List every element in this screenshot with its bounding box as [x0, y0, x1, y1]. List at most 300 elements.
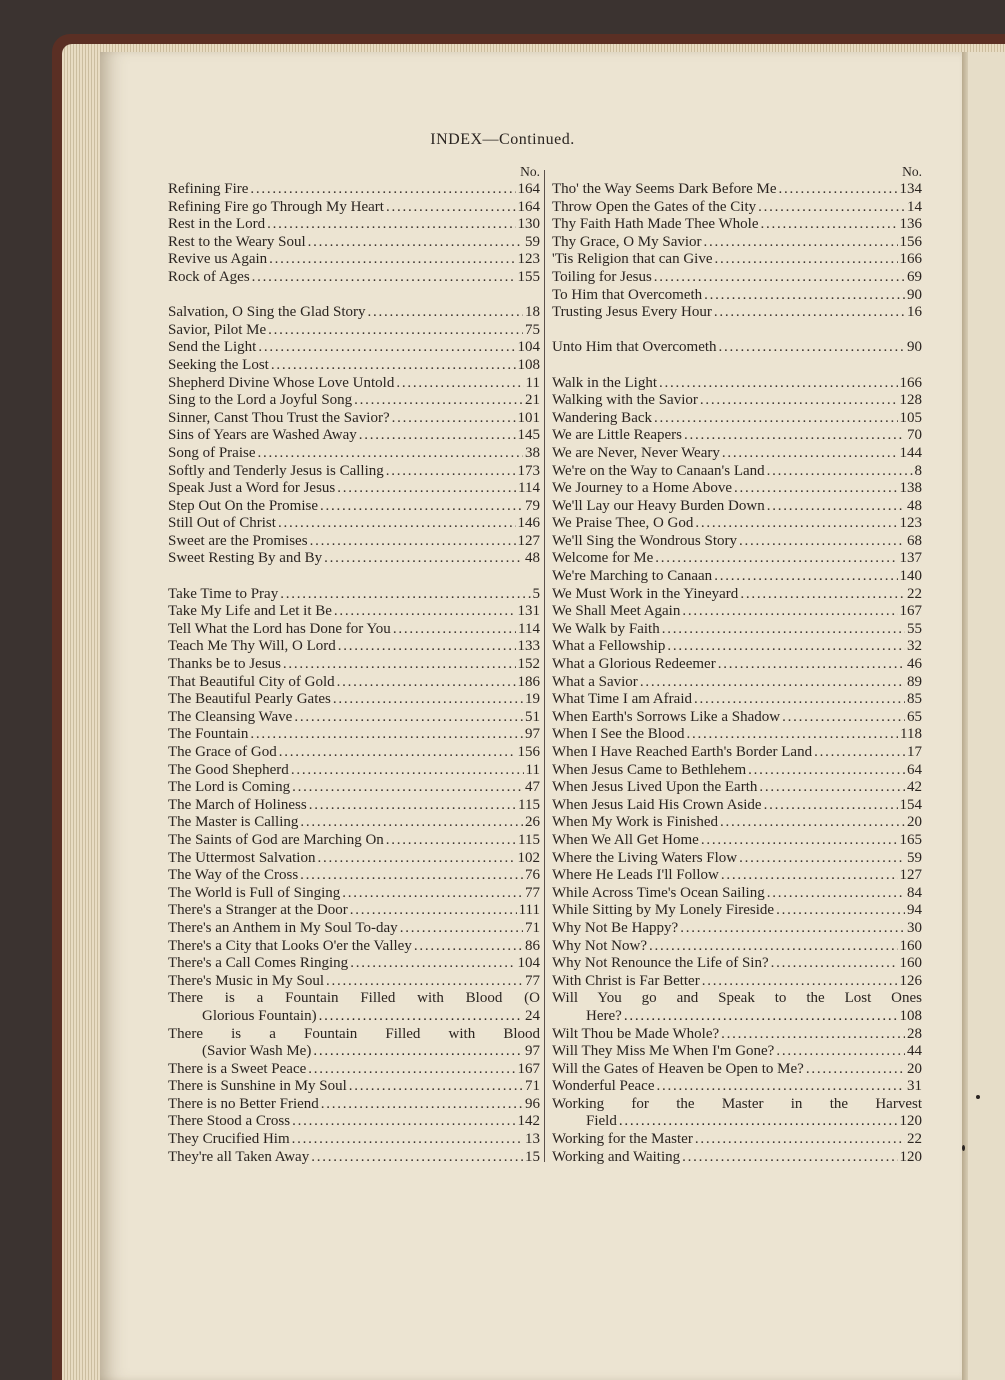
- entry-number: 138: [899, 480, 922, 497]
- index-entry: [168, 955, 540, 973]
- entry-title: The Grace of God: [168, 744, 277, 760]
- entry-number: 38: [525, 444, 540, 461]
- entry-title: Thy Grace, O My Savior: [552, 233, 702, 250]
- index-entry: [552, 621, 922, 639]
- entry-title: Still Out of Christ: [168, 515, 276, 532]
- entry-number: 137: [899, 550, 922, 567]
- dot-leader: [310, 533, 516, 551]
- dot-leader: [654, 269, 905, 287]
- entry-number: 19: [525, 691, 540, 708]
- index-entry: [168, 867, 540, 885]
- entry-number: 76: [525, 867, 540, 884]
- entry-number: 75: [525, 321, 540, 338]
- entry-number: 111: [518, 902, 540, 919]
- entry-number: 152: [517, 656, 540, 673]
- entry-number: 140: [899, 568, 922, 585]
- index-entry: [552, 744, 922, 762]
- entry-title: Thy Faith Hath Made Thee Whole: [552, 216, 759, 233]
- index-entry: [552, 779, 922, 797]
- entry-title: To Him that Overcometh: [552, 286, 703, 303]
- index-entry: [552, 726, 922, 744]
- dot-leader: [759, 779, 905, 797]
- index-entry: [168, 797, 540, 815]
- dot-leader: [719, 339, 905, 357]
- index-entry: [168, 603, 540, 621]
- dot-leader: [748, 762, 905, 780]
- entry-title: The Master is Calling: [168, 814, 299, 831]
- entry-title: We're Marching to Canaan: [552, 568, 713, 585]
- entry-number: 186: [517, 673, 540, 690]
- dot-leader: [337, 674, 516, 692]
- entry-number: 90: [907, 286, 922, 303]
- index-entry: [168, 339, 540, 357]
- entry-title-line1: Working for the Master in the Harvest: [552, 1095, 922, 1112]
- dot-leader: [767, 498, 905, 516]
- dot-leader: [294, 709, 523, 727]
- dot-leader: [349, 1078, 523, 1096]
- dot-leader: [662, 621, 905, 639]
- index-entry: [552, 1061, 922, 1079]
- dot-leader: [695, 1131, 905, 1149]
- dot-leader: [300, 867, 523, 885]
- entry-title: Wandering Back: [552, 409, 653, 426]
- entry-group: [552, 1026, 922, 1096]
- entry-title: What a Glorious Redeemer: [552, 656, 716, 673]
- entry-number: 108: [899, 1007, 922, 1024]
- dot-leader: [680, 920, 905, 938]
- entry-number: 31: [907, 1078, 922, 1095]
- entry-number: 26: [525, 814, 540, 831]
- dot-leader: [718, 656, 905, 674]
- entry-number: 167: [517, 1060, 540, 1077]
- index-entry: [168, 181, 540, 199]
- entry-number: 127: [899, 867, 922, 884]
- index-entry: [168, 463, 540, 481]
- dot-leader: [767, 885, 905, 903]
- entry-title: When Jesus Lived Upon the Earth: [552, 779, 758, 796]
- dot-leader: [714, 304, 905, 322]
- dot-leader: [782, 709, 905, 727]
- entry-title: Rock of Ages: [168, 268, 250, 285]
- entry-number: 22: [907, 585, 922, 602]
- index-entry: [552, 498, 922, 516]
- entry-number: 146: [517, 515, 540, 532]
- index-entry: [552, 375, 922, 393]
- dot-leader: [667, 638, 905, 656]
- entry-number: 102: [517, 849, 540, 866]
- entry-number: 127: [517, 532, 540, 549]
- entry-title: Where the Living Waters Flow: [552, 849, 738, 866]
- entry-number: 86: [525, 937, 540, 954]
- index-entry: [168, 938, 540, 956]
- dot-leader: [657, 1078, 906, 1096]
- index-entry: [168, 234, 540, 252]
- entry-title: There Stood a Cross: [168, 1113, 291, 1130]
- entry-title-line2: Here?: [586, 1007, 622, 1024]
- entry-title: We Shall Meet Again: [552, 603, 681, 620]
- entry-number: 164: [517, 198, 540, 215]
- dot-leader: [333, 691, 523, 709]
- entry-number: 59: [907, 849, 922, 866]
- entry-title: The Fountain: [168, 726, 249, 743]
- entry-number: 90: [907, 339, 922, 356]
- entry-number: 18: [525, 304, 540, 321]
- entry-number: 22: [907, 1131, 922, 1148]
- entry-number: 164: [517, 181, 540, 197]
- entry-title-line1: There is a Fountain Filled with Blood: [168, 1025, 540, 1042]
- entry-number: 114: [518, 620, 540, 637]
- entry-title: Walking with the Savior: [552, 392, 698, 409]
- index-entry: [552, 251, 922, 269]
- entry-group: [552, 339, 922, 357]
- entry-title: The World is Full of Singing: [168, 884, 341, 901]
- entry-number: 156: [517, 744, 540, 760]
- dot-leader: [291, 762, 524, 780]
- entry-title: Why Not Renounce the Life of Sin?: [552, 955, 769, 972]
- entry-title: Will the Gates of Heaven be Open to Me?: [552, 1060, 804, 1077]
- index-entry: [552, 339, 922, 357]
- entry-title: Trusting Jesus Every Hour: [552, 304, 712, 321]
- entry-title: Tho' the Way Seems Dark Before Me: [552, 181, 777, 197]
- index-entry: [168, 1131, 540, 1149]
- entry-title: There is no Better Friend: [168, 1095, 319, 1112]
- dot-leader: [393, 621, 516, 639]
- entry-title: Rest in the Lord: [168, 216, 266, 233]
- entry-title: Sinner, Canst Thou Trust the Savior?: [168, 409, 390, 426]
- entry-number: 166: [899, 251, 922, 268]
- entry-title-line1: Will You go and Speak to the Lost Ones: [552, 990, 922, 1007]
- entry-title: Throw Open the Gates of the City: [552, 198, 757, 215]
- dot-leader: [350, 902, 517, 920]
- entry-title-line2: Field: [586, 1113, 617, 1130]
- index-column-left: [168, 162, 540, 1166]
- entry-title: When My Work is Finished: [552, 814, 719, 831]
- entry-title: Sweet are the Promises: [168, 532, 308, 549]
- entry-number: 166: [899, 374, 922, 391]
- dot-leader: [300, 814, 523, 832]
- entry-number: 84: [907, 884, 922, 901]
- entry-title: We Walk by Faith: [552, 620, 660, 637]
- index-entry: [552, 586, 922, 604]
- entry-number: 71: [525, 1078, 540, 1095]
- entry-title: Song of Praise: [168, 444, 256, 461]
- dot-leader: [268, 322, 523, 340]
- entry-number: 16: [907, 304, 922, 321]
- dot-leader: [764, 797, 898, 815]
- index-entry: [552, 568, 922, 586]
- entry-title: The Uttermost Salvation: [168, 849, 316, 866]
- index-entry: [168, 322, 540, 340]
- index-entry: [552, 885, 922, 903]
- entry-number: 15: [525, 1148, 540, 1165]
- entry-title: Shepherd Divine Whose Love Untold: [168, 374, 395, 391]
- entry-title: There's a City that Looks O'er the Valley: [168, 937, 412, 954]
- index-entry: [168, 1078, 540, 1096]
- index-column-right: [552, 162, 922, 1166]
- index-entry: [552, 480, 922, 498]
- entry-title: Unto Him that Overcometh: [552, 339, 717, 356]
- entry-number: 17: [907, 744, 922, 760]
- entry-number: 70: [907, 427, 922, 444]
- entry-number: 48: [525, 550, 540, 567]
- entry-number: 156: [899, 233, 922, 250]
- dot-leader: [704, 234, 898, 252]
- entry-number: 115: [518, 796, 540, 813]
- dot-leader: [734, 480, 898, 498]
- dot-leader: [721, 1026, 905, 1044]
- dot-leader: [324, 550, 523, 568]
- entry-number: 123: [899, 515, 922, 532]
- entry-title: Will They Miss Me When I'm Gone?: [552, 1043, 775, 1060]
- entry-title: Wonderful Peace: [552, 1078, 655, 1095]
- entry-number: 97: [525, 1043, 540, 1060]
- entry-title: We Journey to a Home Above: [552, 480, 732, 497]
- index-entry: [552, 920, 922, 938]
- dot-leader: [758, 199, 905, 217]
- dot-leader: [776, 1043, 905, 1061]
- entry-title: There is a Sweet Peace: [168, 1060, 307, 1077]
- index-entry: [168, 779, 540, 797]
- dot-leader: [779, 181, 898, 199]
- index-entry: [168, 216, 540, 234]
- index-entry: [552, 181, 922, 199]
- dot-leader: [258, 339, 515, 357]
- dot-leader: [659, 375, 897, 393]
- entry-title: Revive us Again: [168, 251, 268, 268]
- entry-title: The Way of the Cross: [168, 867, 299, 884]
- index-entry: [552, 410, 922, 428]
- entry-title: Refining Fire go Through My Heart: [168, 198, 384, 215]
- dot-leader: [767, 463, 913, 481]
- index-entry: [168, 744, 540, 762]
- dot-leader: [776, 902, 905, 920]
- entry-number: 133: [517, 638, 540, 655]
- entry-number: 42: [907, 779, 922, 796]
- entry-number: 47: [525, 779, 540, 796]
- entry-title: Speak Just a Word for Jesus: [168, 480, 336, 497]
- entry-number: 8: [914, 462, 922, 479]
- column-divider: [544, 170, 545, 1162]
- index-entry: [168, 973, 540, 991]
- entry-title: The Good Shepherd: [168, 761, 289, 778]
- dot-leader: [359, 427, 516, 445]
- index-entry: [168, 427, 540, 445]
- index-entry: [168, 199, 540, 217]
- dot-leader: [279, 744, 516, 762]
- entry-number: 96: [525, 1095, 540, 1112]
- entry-title: Walk in the Light: [552, 374, 658, 391]
- index-entry: [552, 832, 922, 850]
- entry-title: They Crucified Him: [168, 1131, 290, 1148]
- dot-leader: [396, 375, 523, 393]
- dot-leader: [250, 181, 515, 199]
- index-entry-wrapped: [552, 1096, 922, 1131]
- index-entry: [168, 251, 540, 269]
- dot-leader: [739, 533, 905, 551]
- index-entry: [168, 1061, 540, 1079]
- entry-title: We're on the Way to Canaan's Land: [552, 462, 765, 479]
- dot-leader: [714, 568, 897, 586]
- entry-title: Toiling for Jesus: [552, 268, 652, 285]
- dot-leader: [400, 920, 523, 938]
- dot-leader: [337, 480, 516, 498]
- dot-leader: [695, 515, 897, 533]
- index-entry: [552, 463, 922, 481]
- entry-number: 79: [525, 497, 540, 514]
- entry-number: 20: [907, 814, 922, 831]
- dot-leader: [684, 427, 905, 445]
- dot-leader: [308, 234, 523, 252]
- page-title: INDEX—Continued.: [430, 131, 575, 148]
- entry-number: 30: [907, 919, 922, 936]
- entry-title: Refining Fire: [168, 181, 249, 197]
- entry-title: Softly and Tenderly Jesus is Calling: [168, 462, 384, 479]
- entry-number: 128: [899, 392, 922, 409]
- entry-number: 173: [517, 462, 540, 479]
- dot-leader: [278, 515, 516, 533]
- entry-number: 126: [899, 972, 922, 989]
- entry-title: There's Music in My Soul: [168, 972, 325, 989]
- index-entry: [552, 515, 922, 533]
- entry-number: 65: [907, 708, 922, 725]
- entry-number: 118: [900, 726, 922, 743]
- entry-number: 131: [517, 603, 540, 620]
- index-entry: [552, 938, 922, 956]
- entry-number: 89: [907, 673, 922, 690]
- entry-number: 134: [899, 181, 922, 197]
- index-entry: [552, 304, 922, 322]
- entry-title: Sweet Resting By and By: [168, 550, 323, 567]
- index-entry: [168, 357, 540, 375]
- index-entry: [168, 674, 540, 692]
- entry-number: 160: [899, 937, 922, 954]
- entry-title: What a Savior: [552, 673, 638, 690]
- entry-title: When We All Get Home: [552, 831, 699, 848]
- column-header: No.: [520, 164, 540, 179]
- index-entry: [168, 850, 540, 868]
- index-entry: [552, 797, 922, 815]
- entry-title: Why Not Be Happy?: [552, 919, 679, 936]
- entry-title: 'Tis Religion that can Give: [552, 251, 713, 268]
- index-entry: [552, 216, 922, 234]
- index-entry: [552, 427, 922, 445]
- dot-leader: [320, 498, 523, 516]
- dot-leader: [292, 1131, 523, 1149]
- dot-leader: [694, 691, 905, 709]
- dot-leader: [701, 832, 898, 850]
- index-entry: [552, 867, 922, 885]
- dot-leader: [771, 955, 898, 973]
- entry-title: They're all Taken Away: [168, 1148, 310, 1165]
- dot-leader: [334, 603, 516, 621]
- entry-number: 69: [907, 268, 922, 285]
- entry-number: 64: [907, 761, 922, 778]
- dot-leader: [292, 1113, 515, 1131]
- dot-leader: [655, 550, 897, 568]
- entry-title: We Must Work in the Yineyard: [552, 585, 739, 602]
- dot-leader: [250, 726, 523, 744]
- index-entry: [552, 234, 922, 252]
- index-entry: [168, 920, 540, 938]
- entry-title: That Beautiful City of Gold: [168, 673, 335, 690]
- entry-number: 105: [899, 409, 922, 426]
- dot-leader: [386, 463, 516, 481]
- entry-title: There's a Call Comes Ringing: [168, 955, 349, 972]
- entry-title: There's an Anthem in My Soul To-day: [168, 919, 398, 936]
- entry-title: What a Fellowship: [552, 638, 666, 655]
- entry-number: 32: [907, 638, 922, 655]
- entry-title: Wilt Thou be Made Whole?: [552, 1025, 720, 1042]
- dot-leader: [806, 1061, 905, 1079]
- index-entry: [552, 445, 922, 463]
- index-entry: [552, 1078, 922, 1096]
- entry-group: [168, 586, 540, 991]
- dot-leader: [354, 392, 523, 410]
- dot-leader: [258, 445, 524, 463]
- index-entry: [168, 832, 540, 850]
- dot-leader: [686, 726, 898, 744]
- dot-leader: [338, 638, 516, 656]
- ink-speck: [976, 1095, 980, 1099]
- index-entry: [552, 533, 922, 551]
- column-header: No.: [902, 164, 922, 179]
- entry-title: Why Not Now?: [552, 937, 647, 954]
- entry-title: When Jesus Came to Bethlehem: [552, 761, 747, 778]
- entry-number: 167: [899, 603, 922, 620]
- entry-number: 11: [525, 761, 540, 778]
- entry-title: When Earth's Sorrows Like a Shadow: [552, 708, 781, 725]
- entry-title: Rest to the Weary Soul: [168, 233, 306, 250]
- entry-number: 123: [517, 251, 540, 268]
- dot-leader: [640, 674, 905, 692]
- entry-title-line2: Glorious Fountain): [202, 1007, 317, 1024]
- index-entry: [168, 515, 540, 533]
- dot-leader: [714, 251, 897, 269]
- dot-leader: [292, 779, 523, 797]
- dot-leader: [739, 850, 905, 868]
- entry-number: 97: [525, 726, 540, 743]
- dot-leader: [252, 269, 516, 287]
- entry-number: 101: [517, 409, 540, 426]
- dot-leader: [392, 410, 516, 428]
- entry-title: Working for the Master: [552, 1131, 693, 1148]
- entry-title: We Praise Thee, O God: [552, 515, 694, 532]
- index-entry: [552, 199, 922, 217]
- entry-title: The Beautiful Pearly Gates: [168, 691, 331, 708]
- index-entry: [552, 656, 922, 674]
- index-entry: [168, 638, 540, 656]
- entry-title: Savior, Pilot Me: [168, 321, 267, 338]
- index-entry: [552, 814, 922, 832]
- index-entry: [552, 691, 922, 709]
- entry-number: 155: [517, 268, 540, 285]
- entry-group: [168, 304, 540, 568]
- entry-title-line1: There is a Fountain Filled with Blood (O: [168, 990, 540, 1007]
- dot-leader: [682, 1149, 897, 1167]
- index-entry: [168, 533, 540, 551]
- entry-title: Step Out On the Promise: [168, 497, 318, 514]
- entry-number: 160: [899, 955, 922, 972]
- entry-number: 28: [907, 1025, 922, 1042]
- entry-number: 21: [525, 392, 540, 409]
- entry-number: 68: [907, 532, 922, 549]
- entry-number: 94: [907, 902, 922, 919]
- index-entry-wrapped: [168, 1026, 540, 1061]
- index-entry: [552, 550, 922, 568]
- index-entry: [168, 480, 540, 498]
- dot-leader: [267, 216, 515, 234]
- entry-title: The March of Holiness: [168, 796, 307, 813]
